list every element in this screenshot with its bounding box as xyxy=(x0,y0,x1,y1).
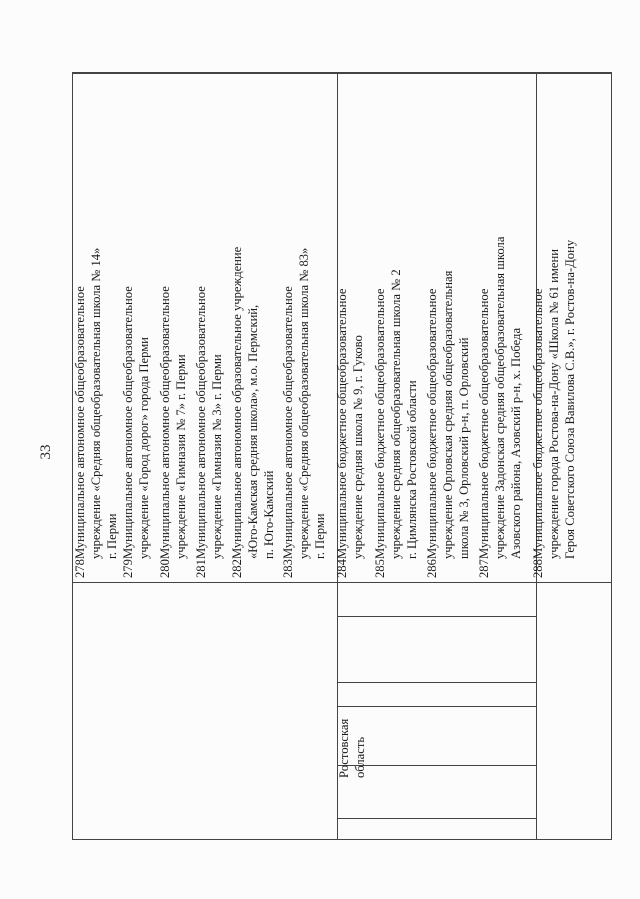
row-text-279 xyxy=(121,183,156,563)
row-number: 278 xyxy=(73,559,87,578)
row-line: учреждение «Город дорог» города Перми xyxy=(136,337,151,559)
schools-table xyxy=(72,72,612,840)
row-number: 284 xyxy=(335,559,349,578)
row-line: учреждение города Ростова-на-Дону «Школа № 61 имени xyxy=(546,249,561,559)
row-text-282 xyxy=(230,183,280,563)
row-text-280 xyxy=(158,183,193,563)
row-line: учреждение «Средняя общеобразовательная школа № 83» xyxy=(296,247,311,559)
region-cell xyxy=(337,582,373,782)
row-line: Муниципальное автономное образовательное учреждение xyxy=(230,246,244,559)
row-line: Муниципальное автономное общеобразовательное xyxy=(281,286,295,559)
row-number: 286 xyxy=(425,559,439,578)
row-line: Муниципальное автономное общеобразовательное xyxy=(158,286,172,559)
row-line: учреждение средняя общеобразовательная школа № 2 xyxy=(388,269,403,559)
row-line: учреждение «Гимназия № 7» г. Перми xyxy=(173,354,188,559)
row-text-286 xyxy=(425,183,477,563)
row-text-281 xyxy=(194,183,229,563)
region-line: область xyxy=(352,736,367,778)
row-line: Муниципальное автономное общеобразовательное xyxy=(121,286,135,559)
row-text-284 xyxy=(335,183,370,563)
row-line: Азовского района, Азовский р-н, х. Победа xyxy=(508,327,523,559)
row-line: г. Перми xyxy=(104,513,119,559)
row-line: учреждение Задонская средняя общеобразовательная школа xyxy=(492,236,507,559)
row-line: г. Перми xyxy=(312,513,327,559)
row-text-285 xyxy=(373,183,423,563)
page-number: 33 xyxy=(38,444,54,460)
row-number: 287 xyxy=(477,559,491,578)
row-line: учреждение Орловская средняя общеобразовательная xyxy=(440,270,455,559)
row-sep xyxy=(73,73,611,74)
row-text-287 xyxy=(477,183,532,563)
row-number: 283 xyxy=(281,559,295,578)
row-text-288 xyxy=(531,183,586,563)
row-number: 279 xyxy=(121,559,135,578)
row-line: школа № 3, Орловский р-н, п. Орловский xyxy=(456,337,471,559)
row-number: 285 xyxy=(373,559,387,578)
row-line: учреждение средняя школа № 9, г. Гуково xyxy=(350,335,365,559)
row-line: учреждение «Гимназия № 3» г. Перми xyxy=(209,354,224,559)
row-line: Муниципальное бюджетное общеобразовательное xyxy=(531,288,545,559)
row-line: г. Цимлянска Ростовской области xyxy=(404,380,419,559)
row-line: учреждение «Средняя общеобразовательная школа № 14» xyxy=(88,247,103,559)
region-line: Ростовская xyxy=(337,718,351,778)
row-text-283 xyxy=(281,183,333,563)
row-number: 281 xyxy=(194,559,208,578)
row-number: 282 xyxy=(230,559,244,578)
row-line: Муниципальное бюджетное общеобразовательное xyxy=(373,288,387,559)
row-line: Муниципальное автономное общеобразовательное xyxy=(73,286,87,559)
row-text-278 xyxy=(73,183,121,563)
row-sep-sub xyxy=(337,818,536,819)
row-line: Муниципальное бюджетное общеобразовательное xyxy=(425,288,439,559)
row-line: п. Юго-Камский xyxy=(261,470,276,559)
row-line: Героя Советского Союза Вавилова С.В.», г. Ростов-на-Дону xyxy=(562,239,577,559)
row-line: Муниципальное бюджетное общеобразовательное xyxy=(477,288,491,559)
row-number: 280 xyxy=(158,559,172,578)
row-number: 288 xyxy=(531,559,545,578)
row-line: «Юго-Камская средняя школа», м.о. Пермский, xyxy=(245,304,260,559)
row-line: Муниципальное бюджетное общеобразовательное xyxy=(335,288,349,559)
row-line: Муниципальное автономное общеобразовательное xyxy=(194,286,208,559)
